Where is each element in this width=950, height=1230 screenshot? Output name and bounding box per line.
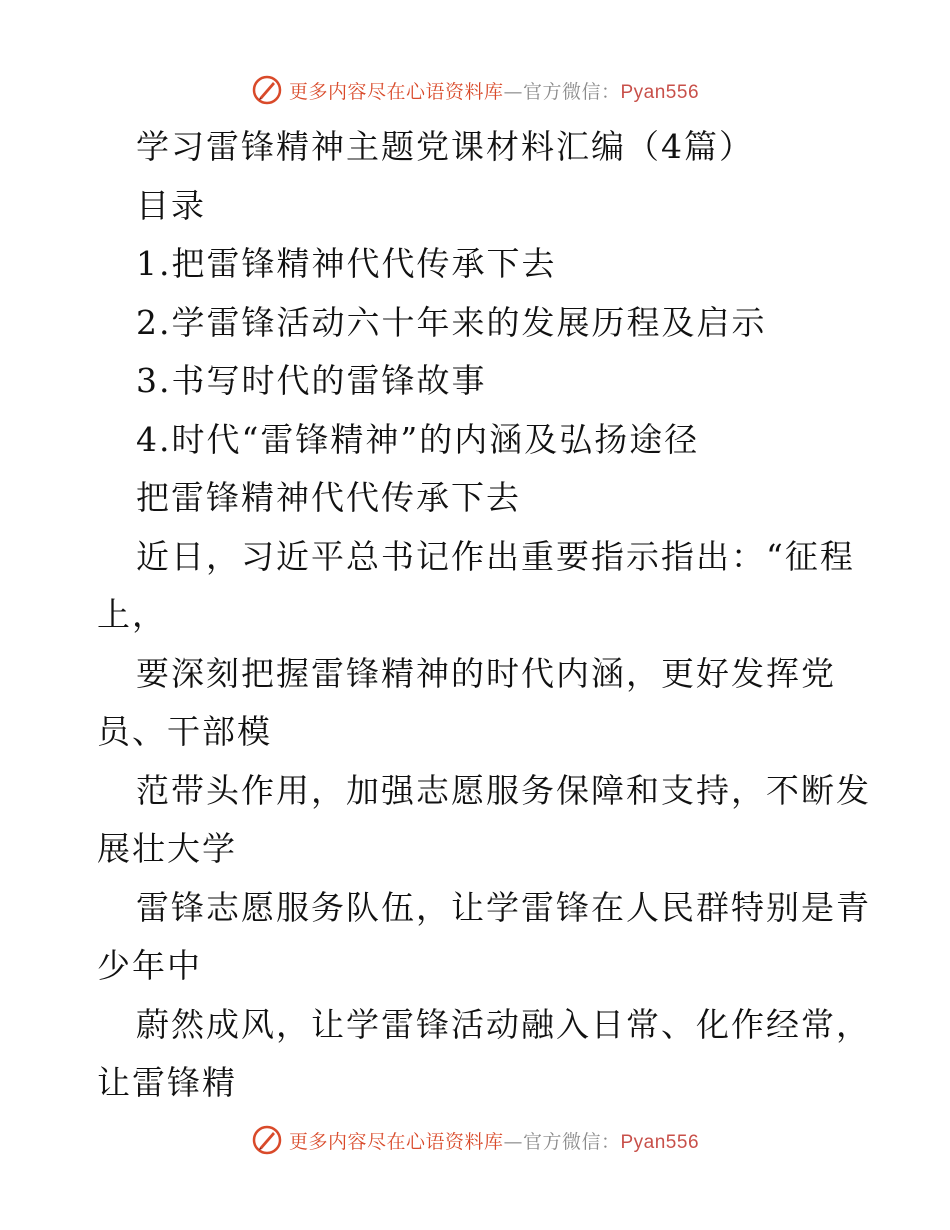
toc-heading: 目录 — [136, 185, 206, 225]
watermark-main-text: 更多内容尽在心语资料库 — [288, 1130, 504, 1153]
paragraph-line: 员、干部模 — [97, 712, 272, 751]
paragraph-line: 少年中 — [97, 946, 202, 985]
document-body — [0, 118, 950, 1113]
paragraph-line: 让雷锋精 — [97, 1063, 237, 1102]
toc-item-1: 1.把雷锋精神代代传承下去 — [136, 244, 557, 283]
watermark-text — [289, 77, 699, 104]
paragraph-line: 近日，习近平总书记作出重要指示指出：“征程 — [136, 536, 855, 576]
section-heading: 把雷锋精神代代传承下去 — [136, 478, 521, 517]
watermark-dash: — — [503, 80, 523, 103]
watermark-wechat-label: 官方微信： — [522, 1130, 621, 1153]
paragraph-line: 范带头作用，加强志愿服务保障和支持，不断发 — [136, 770, 871, 810]
header-watermark-banner — [0, 70, 950, 110]
toc-item-4: 4.时代“雷锋精神”的内涵及弘扬途径 — [136, 419, 700, 459]
paragraph-line: 雷锋志愿服务队伍，让学雷锋在人民群特别是青 — [136, 887, 871, 927]
watermark-text — [289, 1127, 699, 1154]
paragraph-line: 上， — [97, 595, 167, 634]
quill-seal-icon — [251, 74, 283, 106]
watermark-wechat-label: 官方微信： — [522, 80, 621, 103]
toc-item-2: 2.学雷锋活动六十年来的发展历程及启示 — [136, 302, 767, 342]
watermark-main-text: 更多内容尽在心语资料库 — [288, 80, 504, 103]
footer-watermark-banner — [0, 1120, 950, 1160]
paragraph-line: 蔚然成风，让学雷锋活动融入日常、化作经常， — [136, 1004, 871, 1044]
document-title: 学习雷锋精神主题党课材料汇编（4篇） — [136, 127, 754, 166]
watermark-dash: — — [503, 1130, 523, 1153]
watermark-wechat-handle: Pyan556 — [620, 1131, 700, 1153]
quill-seal-icon — [251, 1124, 283, 1156]
paragraph-line: 要深刻把握雷锋精神的时代内涵，更好发挥党 — [136, 653, 836, 693]
toc-item-3: 3.书写时代的雷锋故事 — [136, 361, 487, 400]
paragraph-line: 展壮大学 — [97, 829, 237, 868]
watermark-wechat-handle: Pyan556 — [620, 81, 700, 103]
